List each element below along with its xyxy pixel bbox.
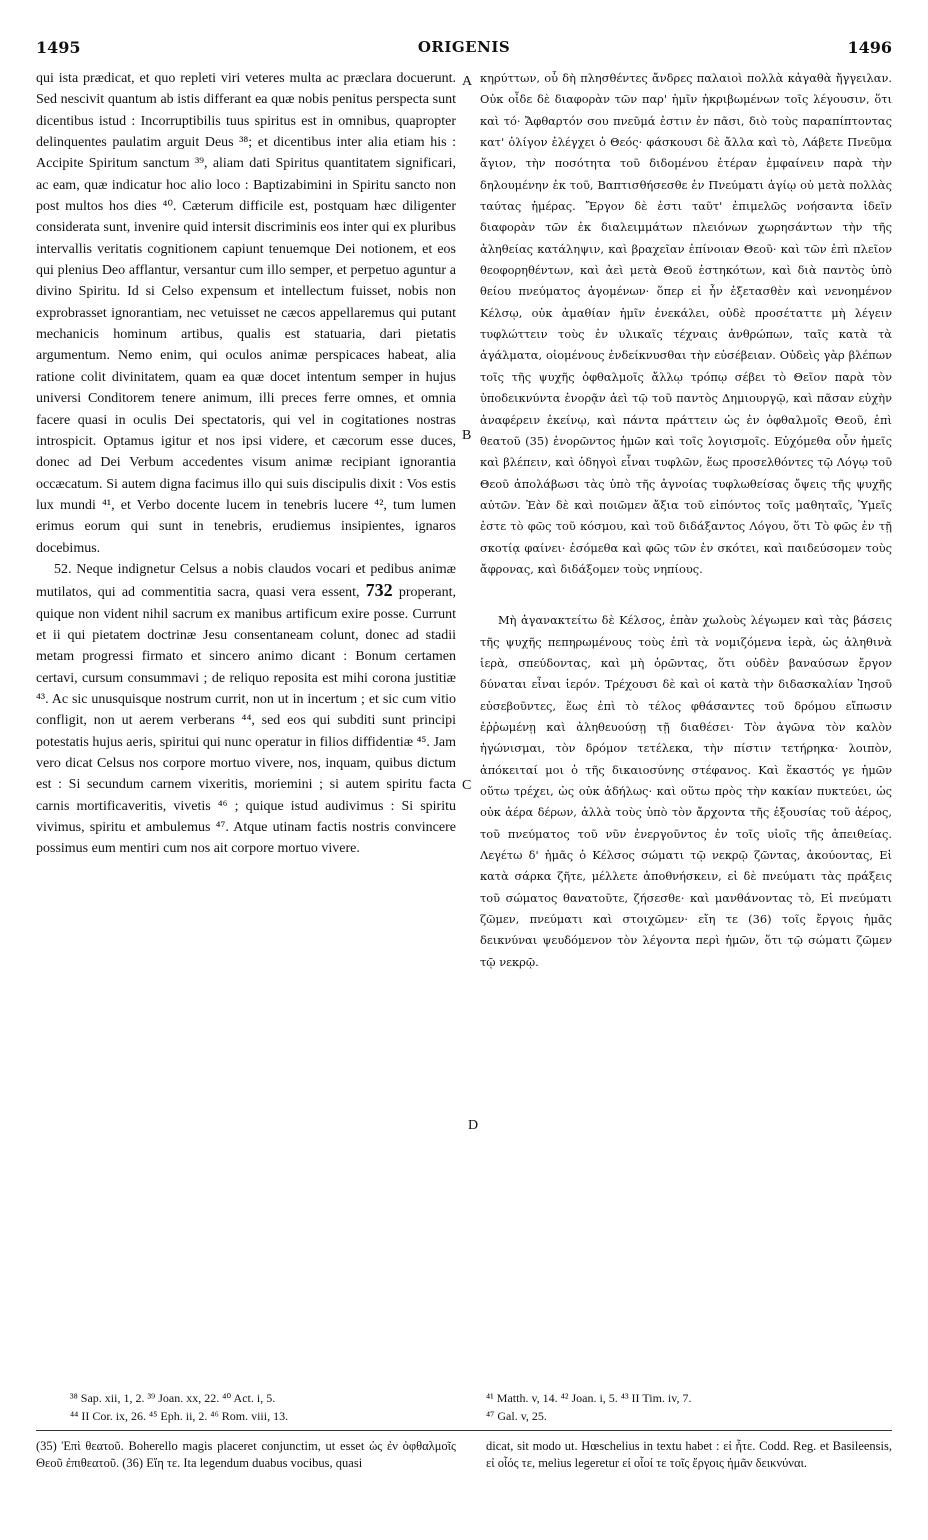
editor-notes-right-text: dicat, sit modo ut. Hœschelius in textu habet : εἰ ἦτε. Codd. Reg. et Basileensis, εἰ οἷός τε, melius legeretur εἰ οἷοί τε τοῖς ἔργοις ἡμᾶν δεικνύναι. [486,1439,892,1470]
greek-paragraph-1: κηρύττων, οὗ δὴ πλησθέντες ἄνδρες παλαιοὶ πολλὰ κἀγαθὰ ἤγγειλαν. Οὐκ οἶδε δὲ διαφορὰν τῶν παρ' ἡμῖν ἠκριβωμένων τοῖς λέγουσιν, ὅτι καὶ τό· Ἄφθαρτόν σου πνεῦμά ἐστιν ἐν πᾶσι, διὸ τοὺς παραπίπτοντας κατ' ὀλίγον ἐλέγχει ὁ Θεός· φάσκουσι δὲ ἄλλα καὶ τὸ, Λάβετε Πνεῦμα ἅγιον, τὴν ποσότητα τοῦ διδομένου ἑτέραν ἐμφαίνειν παρὰ τὴν δηλουμένην ἐκ τοῦ, Βαπτισθήσεσθε ἐν Πνεύματι ἁγίῳ οὐ μετὰ πολλὰς ταύτας ἡμέρας. Ἔργον δὲ ἐστι ταῦτ' ἐπιμελῶς νοήσαντα ἰδεῖν διαφορὰν τῶν ἐκ διαλειμμάτων πλειόνων χωρησάντων τὴν τῆς ἀληθείας κατάληψιν, καὶ βραχεῖαν ἐπίνοιαν Θεοῦ· καὶ τῶν ἐπὶ πλεῖον θεοφορηθέντων, καὶ ἀεὶ μετὰ Θεοῦ ἑστηκότων, καὶ διὰ παντὸς ὑπὸ θείου πνεύματος ἀγομένων· ὅπερ εἰ ἦν ἐξετασθὲν καὶ νενοημένον Κέλσῳ, οὐκ ἀμαθίαν ἡμῖν ἐνεκάλει, οὐδὲ προσέταττε μὴ λέγειν τυφλώττειν τοὺς ἐν υλικαῖς τέχναις ἀνθρώπων, ταῖς κατὰ τὰ ἀγάλματα, οἰομένους ἐνδείκνυσθαι τὴν εὐσέβειαν. Οὐδεὶς γὰρ βλέπων τοῖς τῆς ψυχῆς ὀφθαλμοῖς ἄλλῳ τρόπῳ σέβει τὸ Θεῖον παρὰ τὸν ὑποδεικνύντα ἐνορᾷν ἀεὶ τῷ τοῦ παντὸς Δημιουργῷ, καὶ πᾶσαν εὐχὴν ἀναφέρειν ἐκείνῳ, καὶ πάντα πράττειν ὡς ἐν ὀφθαλμοῖς Θεοῦ, ἐπὶ θεατοῦ (35) ἐνορῶντος ἡμῶν καὶ τοῖς λογισμοῖς. Εὐχόμεθα οὖν ἡμεῖς καὶ βλέπειν, καὶ ὁδηγοὶ εἶναι τυφλῶν, ἕως προσελθόντες τῷ Λόγῳ τοῦ Θεοῦ ἀπολάβωσι τὰς ὑπὸ τῆς ἀγνοίας τυφλωθείσας ὄψεις τῆς ψυχῆς αὐτῶν. Ἐὰν δὲ καὶ ποιῶμεν ἄξια τοῦ εἰπόντος τοῖς μαθηταῖς, Ὑμεῖς ἐστε τὸ φῶς τοῦ κόσμου, καὶ τοῦ διδάξαντος Λόγου, ὅτι Τὸ φῶς ἐν τῇ σκοτίᾳ φαίνει· ἐσόμεθα καὶ φῶς τῶν ἐν σκότει, καὶ παιδεύσομεν τοὺς ἄφρονας, καὶ διδάξομεν τοὺς νηπίους. [480,71,892,576]
margin-marker-b: B [462,428,472,443]
greek-paragraph-2: Μὴ ἀγανακτείτω δὲ Κέλσος, ἐπὰν χωλοὺς λέγωμεν καὶ τὰς βάσεις τῆς ψυχῆς πεπηρωμένους τοὺς ἐπὶ τὰ νομιζόμενα ἱερὰ, ὡς ἀληθινὰ ἱερὰ, σπεύδοντας, καὶ μὴ ὁρῶντας, ὅτι οὐδὲν βαναύσων ἔργον δύναται εἶναι ἱερόν. Τρέχουσι δὲ καὶ οἱ κατὰ τὴν διδασκαλίαν Ἰησοῦ εὐσεβοῦντες, ἕως ἐπὶ τὸ τέλος φθάσαντες τοῦ δρόμου εἴπωσιν ἐῤῥωμένῃ καὶ ἀληθευούσῃ τῇ διαθέσει· Τὸν ἀγῶνα τὸν καλὸν ἠγώνισμαι, τὸν δρόμον τετέλεκα, τὴν πίστιν τετήρηκα· λοιπὸν, ἀπόκειταί μοι ὁ τῆς δικαιοσύνης στέφανος. Καὶ ἕκαστός γε ἡμῶν οὕτω τρέχει, ὡς οὐκ ἀδήλως· καὶ οὕτω πρὸς τὴν κακίαν πυκτεύει, ὡς οὐκ ἀέρα δέρων, ἀλλὰ τοὺς ὑπὸ τὸν ἄρχοντα τῆς ἐξουσίας τοῦ ἀέρος, τοῦ πνεύματος τοῦ νῦν ἐνεργοῦντος ἐν τοῖς υἱοῖς τῆς ἀπειθείας. Λεγέτω δ' ἡμᾶς ὁ Κέλσος σώματι τῷ νεκρῷ ζῶντας, ἀκούοντας, Εἰ κατὰ σάρκα ζῆτε, μέλλετε ἀποθνήσκειν, εἰ δὲ πνεύματι τὰς πράξεις τοῦ σώματος θανατοῦτε, ζήσεσθε· καὶ μανθάνοντας τὸ, Εἰ πνεύματι ζῶμεν, πνεύματι καὶ στοιχῶμεν· εἴη τε (36) τοῖς ἔργοις ἡμᾶς δεικνύναι ψευδόμενον τὸν λέγοντα περὶ ἡμῶν, ὅτι τῷ σώματι ζῶμεν τῷ νεκρῷ. [480,613,892,969]
latin-paragraph-1: qui ista prædicat, et quo repleti viri veteres multa ac præclara docuerunt. Sed nescivit quantum ab istis differant ea quæ nobis penitus perspecta sunt dicentibus istud : Incorruptibilis tuus spiritus est in omnibus, quapropter delinquentes paulatim arguit Deus ³⁸; et dicentibus inter alia etiam his : Accipite Spiritum sanctum ³⁹, aliam dati Spiritus quantitatem significari, ac eam, quæ indicatur hoc alio loco : Baptizabimini in Spiritu sancto non post multos hos dies ⁴⁰. Cæterum difficile est, postquam hæc diligenter considerata sunt, invenire quid intersit discriminis eos inter qui ex pluribus intervallis veritatis cognitionem capiunt tenuemque Dei notionem, et eos qui plenius Deo afflantur, versantur cum illo semper, et perpetuo aguntur a divino Spiritu. Id si Celso expensum et intellectum fuisset, nobis non exprobrasset ignorantiam, nec vetuisset ne cæcos appellaremus qui putant mechanicis hominum artibus, qualis est statuaria, dari pietatis argumentum. Nemo enim, qui oculos animæ perspicaces habeat, alia ratione colit divinitatem, quam ea quæ docet intentum semper in hujus universi Conditorem tenere animum, illi preces ferre omnes, et omnia facere quasi in oculis Dei spectatoris, qui vel in cogitationes nostras introspicit. Optamus igitur et nos ipsi videre, et cæcorum esse duces, donec ad Dei Verbum accedentes visum animæ recipiant ignorantia occæcatum. Si autem digna facimus illo qui suis discipulis dixit : Vos estis lux mundi ⁴¹, et Verbo docente lucem in tenebris lucere ⁴², tum lumen erimus eorum qui sunt in tenebris, erudiemus insipientes, ignaros docebimus. [36,71,456,556]
latin-paragraph-2-start: 52. Neque indignetur Celsus a nobis claudos vocari et pedibus animæ mutilatos, qui ad commentitia sacra, quasi vera essent, [36,561,456,601]
editor-notes-left [36,1438,456,1472]
margin-marker-a: A [462,74,473,89]
margin-marker-c: C [462,778,472,793]
page-number-right: 1496 [847,38,892,57]
editor-notes-right [486,1438,892,1472]
latin-paragraph-2-end: properant, quique non vident nihil sacrum ex manibus artificum exire posse. Currunt et ii qui pietatem doctrinæ Jesu consentaneam colunt, donec ad stadii metam progressi firmato et sincero animo dicant : Bonum certamen certavi, cursum consummavi ; de reliquo reposita est mihi corona justitiæ ⁴³. Ac sic unusquisque nostrum currit, non ut in incertum ; et sic cum vitio confligit, non ut aerem verberans ⁴⁴, sed eos qui subditi sunt principi potestatis hujus aeris, spiritui qui nunc operatur in filios diffidentiæ ⁴⁵. Jam vero dicat Celsus nos corpore mortuo vivere, nos, inquam, quibus dictum est : Si secundum carnem vixeritis, moriemini ; si autem spiritu facta carnis mortificaveritis, vivetis ⁴⁶ ; quique istud audivimus : Si spiritu vivimus, spiritu et ambulemus ⁴⁷. Atque utinam factis nostris convincere possimus eum mentiri cum nos ait corpore mortuo vivere. [36,585,456,857]
editor-notes-left-text: (35) Ἐπὶ θεατοῦ. Boherello magis placeret conjunctim, ut esset ὡς ἐν ὀφθαλμοῖς Θεοῦ ἐπιθεατοῦ. (36) Εἴη τε. Ita legendum duabus vocibus, quasi [36,1439,456,1470]
page-number-left: 1495 [36,38,81,57]
greek-column [480,68,892,973]
notes-divider [36,1430,892,1431]
page-header [36,38,892,60]
footnote-row1-right: ⁴¹ Matth. v, 14. ⁴² Joan. i, 5. ⁴³ II Tim. iv, 7. [486,1391,692,1405]
footnote-row1-left: ³⁸ Sap. xii, 1, 2. ³⁹ Joan. xx, 22. ⁴⁰ Act. i, 5. [70,1391,276,1405]
footnote-row2-right: ⁴⁷ Gal. v, 25. [486,1409,547,1423]
latin-column [36,68,456,860]
running-title: ORIGENIS [417,38,511,56]
footnote-row2-left: ⁴⁴ II Cor. ix, 26. ⁴⁵ Eph. ii, 2. ⁴⁶ Rom. viii, 13. [70,1409,289,1423]
margin-marker-d: D [468,1118,479,1133]
latin-paragraph-2 [36,559,456,860]
column-number: 732 [365,580,393,601]
